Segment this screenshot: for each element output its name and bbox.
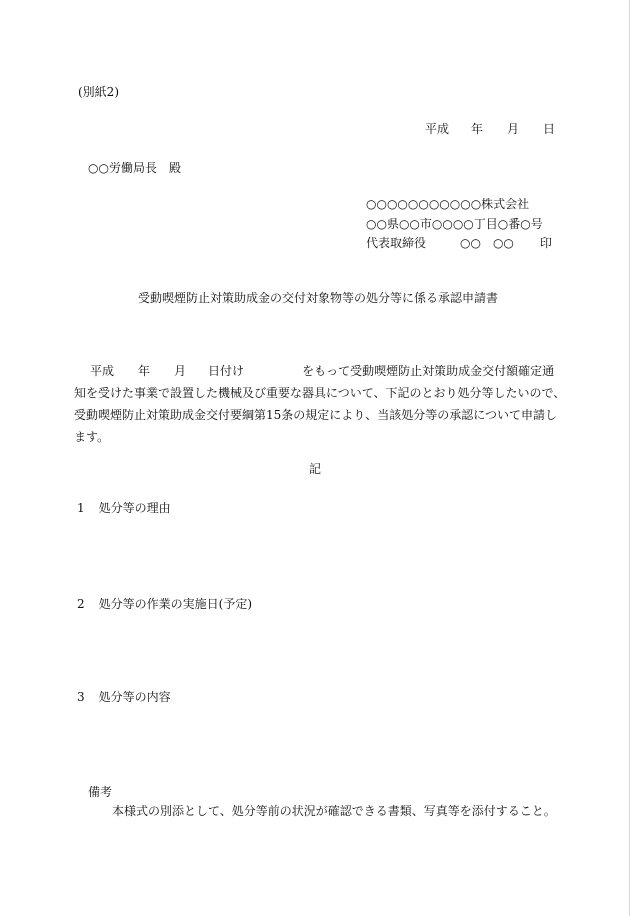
body-month-unit: 月 bbox=[174, 364, 187, 378]
date-era: 平成 bbox=[424, 122, 449, 136]
body-year-unit: 年 bbox=[138, 364, 151, 378]
body-dated: 日付け bbox=[208, 364, 245, 378]
body-line-1 bbox=[74, 360, 558, 382]
representative-title: 代表取締役 bbox=[366, 236, 427, 250]
representative-name: ○○ ○○ bbox=[460, 236, 514, 250]
applicant-company: ○○○○○○○○○○○株式会社 bbox=[366, 197, 530, 211]
document-title: 受動喫煙防止対策助成金の交付対象物等の処分等に係る承認申請書 bbox=[138, 291, 499, 305]
body-era: 平成 bbox=[90, 364, 115, 378]
body-paragraph bbox=[74, 360, 566, 448]
addressee: ○○労働局長 殿 bbox=[88, 161, 181, 175]
ki-heading: 記 bbox=[309, 462, 322, 476]
section-3 bbox=[77, 691, 171, 703]
seal-mark: 印 bbox=[539, 236, 552, 250]
remarks-text: 本様式の別添として、処分等前の状況が確認できる書類、写真等を添付すること。 bbox=[112, 804, 556, 818]
section-2-heading: 処分等の作業の実施日(予定) bbox=[98, 597, 253, 611]
section-1-number: 1 bbox=[77, 501, 85, 515]
date-day-unit: 日 bbox=[542, 122, 555, 136]
section-2-number: 2 bbox=[77, 597, 85, 611]
date-line bbox=[425, 123, 555, 135]
section-1-heading: 処分等の理由 bbox=[98, 501, 171, 515]
section-3-heading: 処分等の内容 bbox=[98, 690, 171, 704]
date-year-unit: 年 bbox=[470, 122, 483, 136]
applicant-representative bbox=[366, 237, 557, 249]
body-line-2: 知を受けた事業で設置した機械及び重要な器具について、下記のとおり処分等したいので、 bbox=[74, 386, 566, 400]
section-3-number: 3 bbox=[77, 690, 85, 704]
section-2 bbox=[77, 598, 252, 610]
date-month-unit: 月 bbox=[506, 122, 519, 136]
remarks-label: 備考 bbox=[88, 785, 113, 799]
body-line-3: 受動喫煙防止対策助成金交付要綱第15条の規定により、当該処分等の承認について申請し bbox=[74, 408, 558, 422]
applicant-address: ○○県○○市○○○○丁目○番○号 bbox=[366, 217, 543, 231]
section-1 bbox=[77, 502, 171, 514]
annex-label: (別紙2) bbox=[78, 85, 119, 99]
body-line-4: ます。 bbox=[74, 430, 110, 444]
body-line-1-rest: をもって受動喫煙防止対策助成金交付額確定通 bbox=[302, 364, 555, 378]
